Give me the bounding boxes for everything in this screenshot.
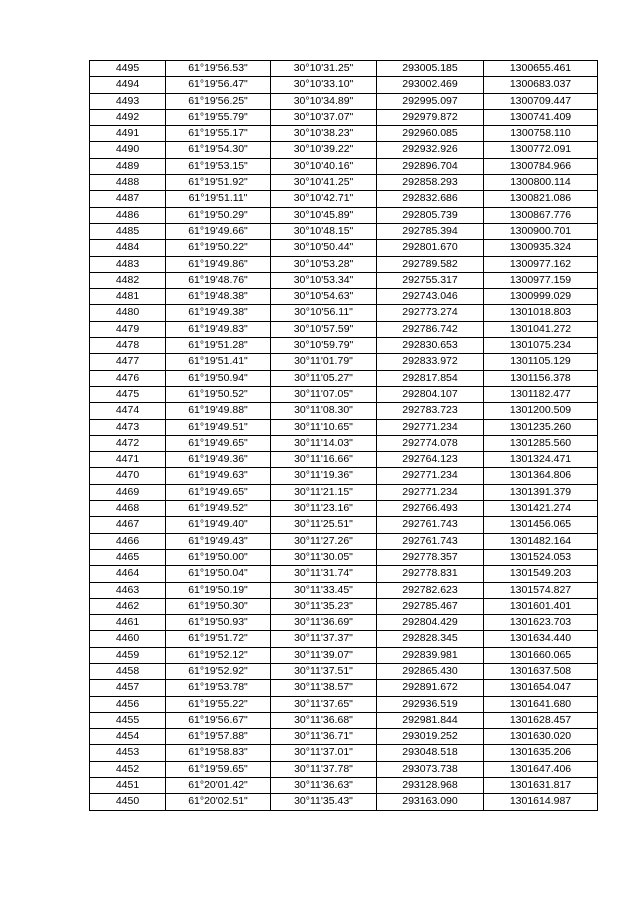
x-coordinate-cell: 292774.078 [377,435,484,451]
latitude-cell: 61°19'50.93" [166,615,271,631]
y-coordinate-cell: 1301200.509 [484,403,598,419]
latitude-cell: 61°19'56.47" [166,77,271,93]
table-row [90,680,598,696]
latitude-cell: 61°19'55.22" [166,696,271,712]
longitude-cell: 30°11'19.36" [271,468,377,484]
x-coordinate-cell: 292761.743 [377,533,484,549]
table-row [90,794,598,810]
point-number-cell: 4452 [90,761,166,777]
table-row [90,386,598,402]
point-number-cell: 4479 [90,321,166,337]
y-coordinate-cell: 1300758.110 [484,126,598,142]
latitude-cell: 61°19'54.30" [166,142,271,158]
latitude-cell: 61°19'57.88" [166,729,271,745]
table-row [90,598,598,614]
y-coordinate-cell: 1301182.477 [484,386,598,402]
longitude-cell: 30°11'05.27" [271,370,377,386]
x-coordinate-cell: 292804.429 [377,615,484,631]
x-coordinate-cell: 292858.293 [377,175,484,191]
point-number-cell: 4477 [90,354,166,370]
point-number-cell: 4485 [90,223,166,239]
latitude-cell: 61°19'50.29" [166,207,271,223]
table-row [90,370,598,386]
point-number-cell: 4492 [90,109,166,125]
y-coordinate-cell: 1300784.966 [484,158,598,174]
y-coordinate-cell: 1300977.162 [484,256,598,272]
x-coordinate-cell: 292960.085 [377,126,484,142]
y-coordinate-cell: 1301456.065 [484,517,598,533]
y-coordinate-cell: 1301482.164 [484,533,598,549]
point-number-cell: 4489 [90,158,166,174]
point-number-cell: 4466 [90,533,166,549]
table-row [90,566,598,582]
y-coordinate-cell: 1300800.114 [484,175,598,191]
longitude-cell: 30°11'37.01" [271,745,377,761]
x-coordinate-cell: 293128.968 [377,778,484,794]
y-coordinate-cell: 1301549.203 [484,566,598,582]
x-coordinate-cell: 292805.739 [377,207,484,223]
table-row [90,61,598,77]
x-coordinate-cell: 292865.430 [377,663,484,679]
latitude-cell: 61°19'49.63" [166,468,271,484]
table-row [90,501,598,517]
point-number-cell: 4491 [90,126,166,142]
table-row [90,778,598,794]
y-coordinate-cell: 1301364.806 [484,468,598,484]
point-number-cell: 4487 [90,191,166,207]
latitude-cell: 61°20'01.42" [166,778,271,794]
point-number-cell: 4456 [90,696,166,712]
y-coordinate-cell: 1301391.379 [484,484,598,500]
x-coordinate-cell: 292832.686 [377,191,484,207]
point-number-cell: 4470 [90,468,166,484]
table-row [90,142,598,158]
longitude-cell: 30°10'53.28" [271,256,377,272]
table-row [90,533,598,549]
x-coordinate-cell: 292755.317 [377,272,484,288]
x-coordinate-cell: 293019.252 [377,729,484,745]
table-row [90,109,598,125]
longitude-cell: 30°10'33.10" [271,77,377,93]
longitude-cell: 30°10'40.16" [271,158,377,174]
latitude-cell: 61°19'50.00" [166,549,271,565]
y-coordinate-cell: 1301041.272 [484,321,598,337]
x-coordinate-cell: 292786.742 [377,321,484,337]
coordinates-table [89,60,598,811]
x-coordinate-cell: 292789.582 [377,256,484,272]
latitude-cell: 61°19'52.92" [166,663,271,679]
y-coordinate-cell: 1301601.401 [484,598,598,614]
longitude-cell: 30°10'38.23" [271,126,377,142]
y-coordinate-cell: 1300977.159 [484,272,598,288]
x-coordinate-cell: 292785.394 [377,223,484,239]
y-coordinate-cell: 1301235.260 [484,419,598,435]
x-coordinate-cell: 293005.185 [377,61,484,77]
y-coordinate-cell: 1300999.029 [484,289,598,305]
x-coordinate-cell: 292804.107 [377,386,484,402]
x-coordinate-cell: 293048.518 [377,745,484,761]
y-coordinate-cell: 1301631.817 [484,778,598,794]
point-number-cell: 4463 [90,582,166,598]
table-row [90,207,598,223]
table-row [90,93,598,109]
latitude-cell: 61°19'51.28" [166,338,271,354]
latitude-cell: 61°19'50.52" [166,386,271,402]
table-row [90,435,598,451]
point-number-cell: 4488 [90,175,166,191]
longitude-cell: 30°10'39.22" [271,142,377,158]
x-coordinate-cell: 292773.274 [377,305,484,321]
point-number-cell: 4484 [90,240,166,256]
latitude-cell: 61°19'56.25" [166,93,271,109]
x-coordinate-cell: 292785.467 [377,598,484,614]
longitude-cell: 30°11'35.23" [271,598,377,614]
longitude-cell: 30°10'54.63" [271,289,377,305]
point-number-cell: 4478 [90,338,166,354]
point-number-cell: 4473 [90,419,166,435]
y-coordinate-cell: 1300867.776 [484,207,598,223]
y-coordinate-cell: 1300709.447 [484,93,598,109]
y-coordinate-cell: 1301654.047 [484,680,598,696]
coordinates-table-body [90,61,598,811]
point-number-cell: 4472 [90,435,166,451]
longitude-cell: 30°10'31.25" [271,61,377,77]
table-row [90,321,598,337]
x-coordinate-cell: 292766.493 [377,501,484,517]
x-coordinate-cell: 292761.743 [377,517,484,533]
latitude-cell: 61°19'49.65" [166,435,271,451]
point-number-cell: 4460 [90,631,166,647]
latitude-cell: 61°19'50.30" [166,598,271,614]
latitude-cell: 61°19'49.36" [166,452,271,468]
table-row [90,77,598,93]
latitude-cell: 61°19'49.83" [166,321,271,337]
latitude-cell: 61°19'49.66" [166,223,271,239]
y-coordinate-cell: 1300821.086 [484,191,598,207]
table-row [90,403,598,419]
longitude-cell: 30°10'42.71" [271,191,377,207]
longitude-cell: 30°11'07.05" [271,386,377,402]
latitude-cell: 61°19'55.17" [166,126,271,142]
table-row [90,761,598,777]
latitude-cell: 61°19'59.65" [166,761,271,777]
x-coordinate-cell: 292828.345 [377,631,484,647]
latitude-cell: 61°19'50.04" [166,566,271,582]
x-coordinate-cell: 292932.926 [377,142,484,158]
table-row [90,289,598,305]
y-coordinate-cell: 1300655.461 [484,61,598,77]
point-number-cell: 4483 [90,256,166,272]
table-row [90,126,598,142]
table-row [90,354,598,370]
point-number-cell: 4454 [90,729,166,745]
latitude-cell: 61°19'52.12" [166,647,271,663]
table-row [90,175,598,191]
y-coordinate-cell: 1301018.803 [484,305,598,321]
x-coordinate-cell: 292979.872 [377,109,484,125]
x-coordinate-cell: 293002.469 [377,77,484,93]
x-coordinate-cell: 292839.981 [377,647,484,663]
y-coordinate-cell: 1300935.324 [484,240,598,256]
x-coordinate-cell: 292764.123 [377,452,484,468]
longitude-cell: 30°11'25.51" [271,517,377,533]
point-number-cell: 4480 [90,305,166,321]
table-row [90,419,598,435]
longitude-cell: 30°11'30.05" [271,549,377,565]
y-coordinate-cell: 1301285.560 [484,435,598,451]
x-coordinate-cell: 292896.704 [377,158,484,174]
point-number-cell: 4475 [90,386,166,402]
longitude-cell: 30°11'23.16" [271,501,377,517]
table-row [90,240,598,256]
latitude-cell: 61°19'51.41" [166,354,271,370]
point-number-cell: 4494 [90,77,166,93]
table-row [90,305,598,321]
y-coordinate-cell: 1301630.020 [484,729,598,745]
table-row [90,158,598,174]
longitude-cell: 30°11'16.66" [271,452,377,468]
x-coordinate-cell: 292783.723 [377,403,484,419]
y-coordinate-cell: 1300683.037 [484,77,598,93]
latitude-cell: 61°19'51.11" [166,191,271,207]
latitude-cell: 61°19'48.76" [166,272,271,288]
y-coordinate-cell: 1301635.206 [484,745,598,761]
longitude-cell: 30°11'36.69" [271,615,377,631]
point-number-cell: 4490 [90,142,166,158]
longitude-cell: 30°11'39.07" [271,647,377,663]
y-coordinate-cell: 1301628.457 [484,712,598,728]
point-number-cell: 4462 [90,598,166,614]
latitude-cell: 61°20'02.51" [166,794,271,810]
longitude-cell: 30°10'45.89" [271,207,377,223]
y-coordinate-cell: 1300900.701 [484,223,598,239]
y-coordinate-cell: 1301641.680 [484,696,598,712]
longitude-cell: 30°10'48.15" [271,223,377,239]
x-coordinate-cell: 292936.519 [377,696,484,712]
table-row [90,468,598,484]
y-coordinate-cell: 1301634.440 [484,631,598,647]
point-number-cell: 4467 [90,517,166,533]
longitude-cell: 30°10'59.79" [271,338,377,354]
longitude-cell: 30°11'36.63" [271,778,377,794]
table-row [90,745,598,761]
table-row [90,223,598,239]
longitude-cell: 30°11'14.03" [271,435,377,451]
x-coordinate-cell: 292782.623 [377,582,484,598]
y-coordinate-cell: 1301614.987 [484,794,598,810]
table-row [90,549,598,565]
table-row [90,696,598,712]
longitude-cell: 30°10'50.44" [271,240,377,256]
x-coordinate-cell: 292778.831 [377,566,484,582]
longitude-cell: 30°11'33.45" [271,582,377,598]
latitude-cell: 61°19'49.51" [166,419,271,435]
y-coordinate-cell: 1300772.091 [484,142,598,158]
latitude-cell: 61°19'50.94" [166,370,271,386]
point-number-cell: 4453 [90,745,166,761]
point-number-cell: 4486 [90,207,166,223]
table-row [90,615,598,631]
x-coordinate-cell: 292891.672 [377,680,484,696]
longitude-cell: 30°11'36.68" [271,712,377,728]
y-coordinate-cell: 1301105.129 [484,354,598,370]
latitude-cell: 61°19'53.78" [166,680,271,696]
y-coordinate-cell: 1301623.703 [484,615,598,631]
longitude-cell: 30°10'41.25" [271,175,377,191]
point-number-cell: 4458 [90,663,166,679]
point-number-cell: 4469 [90,484,166,500]
latitude-cell: 61°19'49.43" [166,533,271,549]
point-number-cell: 4459 [90,647,166,663]
x-coordinate-cell: 292830.653 [377,338,484,354]
table-row [90,256,598,272]
latitude-cell: 61°19'56.53" [166,61,271,77]
latitude-cell: 61°19'49.40" [166,517,271,533]
table-row [90,729,598,745]
table-row [90,484,598,500]
table-row [90,338,598,354]
x-coordinate-cell: 292771.234 [377,419,484,435]
longitude-cell: 30°10'56.11" [271,305,377,321]
latitude-cell: 61°19'49.52" [166,501,271,517]
longitude-cell: 30°11'36.71" [271,729,377,745]
latitude-cell: 61°19'49.86" [166,256,271,272]
y-coordinate-cell: 1301421.274 [484,501,598,517]
longitude-cell: 30°11'27.26" [271,533,377,549]
point-number-cell: 4468 [90,501,166,517]
longitude-cell: 30°11'21.15" [271,484,377,500]
y-coordinate-cell: 1301660.065 [484,647,598,663]
longitude-cell: 30°11'10.65" [271,419,377,435]
x-coordinate-cell: 292801.670 [377,240,484,256]
point-number-cell: 4464 [90,566,166,582]
longitude-cell: 30°11'37.65" [271,696,377,712]
table-row [90,647,598,663]
table-row [90,517,598,533]
x-coordinate-cell: 293163.090 [377,794,484,810]
longitude-cell: 30°11'35.43" [271,794,377,810]
latitude-cell: 61°19'56.67" [166,712,271,728]
point-number-cell: 4457 [90,680,166,696]
longitude-cell: 30°10'34.89" [271,93,377,109]
x-coordinate-cell: 293073.738 [377,761,484,777]
y-coordinate-cell: 1301156.378 [484,370,598,386]
x-coordinate-cell: 292771.234 [377,468,484,484]
latitude-cell: 61°19'48.38" [166,289,271,305]
latitude-cell: 61°19'55.79" [166,109,271,125]
y-coordinate-cell: 1301075.234 [484,338,598,354]
table-row [90,191,598,207]
longitude-cell: 30°11'01.79" [271,354,377,370]
point-number-cell: 4450 [90,794,166,810]
point-number-cell: 4482 [90,272,166,288]
table-row [90,663,598,679]
latitude-cell: 61°19'50.22" [166,240,271,256]
latitude-cell: 61°19'53.15" [166,158,271,174]
latitude-cell: 61°19'49.88" [166,403,271,419]
x-coordinate-cell: 292778.357 [377,549,484,565]
latitude-cell: 61°19'51.72" [166,631,271,647]
x-coordinate-cell: 292817.854 [377,370,484,386]
point-number-cell: 4495 [90,61,166,77]
table-row [90,452,598,468]
longitude-cell: 30°11'37.78" [271,761,377,777]
longitude-cell: 30°11'38.57" [271,680,377,696]
latitude-cell: 61°19'51.92" [166,175,271,191]
y-coordinate-cell: 1301524.053 [484,549,598,565]
point-number-cell: 4476 [90,370,166,386]
table-row [90,582,598,598]
x-coordinate-cell: 292833.972 [377,354,484,370]
point-number-cell: 4455 [90,712,166,728]
table-row [90,272,598,288]
y-coordinate-cell: 1301574.827 [484,582,598,598]
point-number-cell: 4481 [90,289,166,305]
x-coordinate-cell: 292995.097 [377,93,484,109]
y-coordinate-cell: 1301324.471 [484,452,598,468]
x-coordinate-cell: 292771.234 [377,484,484,500]
table-row [90,631,598,647]
longitude-cell: 30°11'37.51" [271,663,377,679]
latitude-cell: 61°19'49.65" [166,484,271,500]
point-number-cell: 4461 [90,615,166,631]
longitude-cell: 30°10'37.07" [271,109,377,125]
latitude-cell: 61°19'58.83" [166,745,271,761]
point-number-cell: 4451 [90,778,166,794]
y-coordinate-cell: 1301647.406 [484,761,598,777]
longitude-cell: 30°11'08.30" [271,403,377,419]
point-number-cell: 4493 [90,93,166,109]
longitude-cell: 30°11'37.37" [271,631,377,647]
x-coordinate-cell: 292981.844 [377,712,484,728]
latitude-cell: 61°19'49.38" [166,305,271,321]
point-number-cell: 4471 [90,452,166,468]
latitude-cell: 61°19'50.19" [166,582,271,598]
longitude-cell: 30°11'31.74" [271,566,377,582]
y-coordinate-cell: 1301637.508 [484,663,598,679]
y-coordinate-cell: 1300741.409 [484,109,598,125]
longitude-cell: 30°10'53.34" [271,272,377,288]
point-number-cell: 4465 [90,549,166,565]
point-number-cell: 4474 [90,403,166,419]
longitude-cell: 30°10'57.59" [271,321,377,337]
table-row [90,712,598,728]
x-coordinate-cell: 292743.046 [377,289,484,305]
